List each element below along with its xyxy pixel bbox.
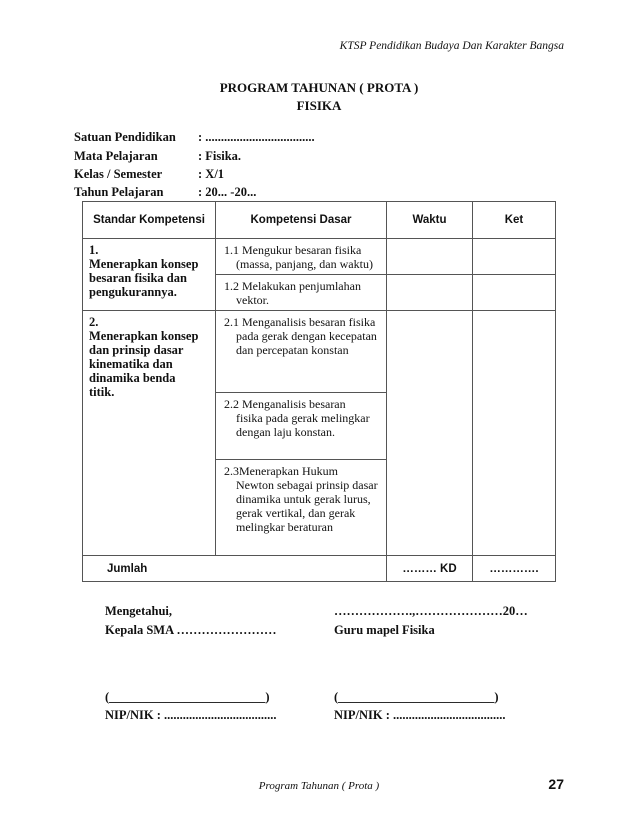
- sk-number: 1.: [89, 243, 99, 257]
- kd-text: 2.2 Menganalisis besaran: [224, 397, 346, 411]
- waktu-cell: [387, 311, 473, 556]
- meta-value: : 20... -20...: [198, 185, 257, 199]
- document-subtitle: FISIKA: [296, 98, 342, 113]
- ket-cell: [473, 239, 556, 275]
- kd-text: 2.3Menerapkan Hukum: [224, 464, 338, 478]
- running-header: KTSP Pendidikan Budaya Dan Karakter Bangsa: [339, 40, 564, 52]
- sig-right-name: (_________________________): [334, 690, 499, 704]
- table-row: [83, 311, 556, 393]
- jumlah-waktu: ……… KD: [387, 556, 473, 582]
- kd-text-cont: vektor.: [236, 293, 269, 307]
- sig-right-line2: Guru mapel Fisika: [334, 623, 435, 637]
- meta-label: Mata Pelajaran: [74, 149, 158, 163]
- waktu-cell: [387, 275, 473, 311]
- meta-label: Satuan Pendidikan: [74, 130, 176, 144]
- kd-cell-2-3: [216, 460, 387, 556]
- kd-text: 1.1 Mengukur besaran fisika: [224, 243, 362, 257]
- header-kompetensi-dasar: Kompetensi Dasar: [216, 202, 387, 239]
- sk-number: 2.: [89, 315, 99, 329]
- table-header-row: [83, 202, 556, 239]
- table-total-row: [83, 556, 556, 582]
- kd-text-cont: (massa, panjang, dan waktu): [236, 257, 373, 271]
- header-waktu: Waktu: [387, 202, 473, 239]
- kd-text-cont: fisika pada gerak melingkar dengan laju konstan.: [236, 411, 370, 439]
- sk-text: Menerapkan konsep besaran fisika dan pengukurannya.: [89, 257, 199, 299]
- jumlah-ket: ………….: [473, 556, 556, 582]
- sk-cell-1: [83, 239, 216, 311]
- kd-text-cont: Newton sebagai prinsip dasar dinamika untuk gerak lurus, gerak vertikal, dan gerak melingkar beraturan: [236, 478, 378, 534]
- page-number: 27: [548, 776, 564, 792]
- jumlah-label: Jumlah: [83, 556, 387, 582]
- table-row: [83, 239, 556, 275]
- sk-cell-2: [83, 311, 216, 556]
- sig-left-name: (_________________________): [105, 690, 270, 704]
- kd-text: 2.1 Menganalisis besaran fisika: [224, 315, 376, 329]
- ket-cell: [473, 311, 556, 556]
- sk-text: Menerapkan konsep dan prinsip dasar kinematika dan dinamika benda titik.: [89, 329, 199, 399]
- kd-text: 1.2 Melakukan penjumlahan: [224, 279, 361, 293]
- kd-text-cont: pada gerak dengan kecepatan dan percepatan konstan: [236, 329, 377, 357]
- header-ket: Ket: [473, 202, 556, 239]
- meta-label: Kelas / Semester: [74, 167, 163, 181]
- meta-value: : Fisika.: [198, 149, 242, 163]
- sig-right-line1: ……………….,…………………20…: [334, 604, 528, 618]
- kd-cell-2-1: [216, 311, 387, 393]
- meta-value: : X/1: [198, 167, 225, 181]
- sig-right-nip: NIP/NIK : ....................................: [334, 708, 506, 722]
- document-title: PROGRAM TAHUNAN ( PROTA ): [219, 80, 419, 95]
- meta-row-kelas: [74, 167, 224, 182]
- prota-table: [82, 201, 556, 582]
- meta-row-satuan: [74, 130, 315, 145]
- ket-cell: [473, 275, 556, 311]
- waktu-cell: [387, 239, 473, 275]
- sig-left-nip: NIP/NIK : ....................................: [105, 708, 277, 722]
- running-footer: Program Tahunan ( Prota ): [258, 780, 380, 792]
- header-standar-kompetensi: Standar Kompetensi: [83, 202, 216, 239]
- sig-left-line1: Mengetahui,: [105, 604, 173, 618]
- sig-left-line2: Kepala SMA ……………………: [105, 623, 277, 637]
- meta-row-mapel: [74, 149, 241, 164]
- meta-value: : ...................................: [198, 130, 315, 144]
- kd-cell-1-2: [216, 275, 387, 311]
- kd-cell-1-1: [216, 239, 387, 275]
- kd-cell-2-2: [216, 393, 387, 460]
- meta-row-tahun: [74, 185, 256, 200]
- meta-label: Tahun Pelajaran: [74, 185, 164, 199]
